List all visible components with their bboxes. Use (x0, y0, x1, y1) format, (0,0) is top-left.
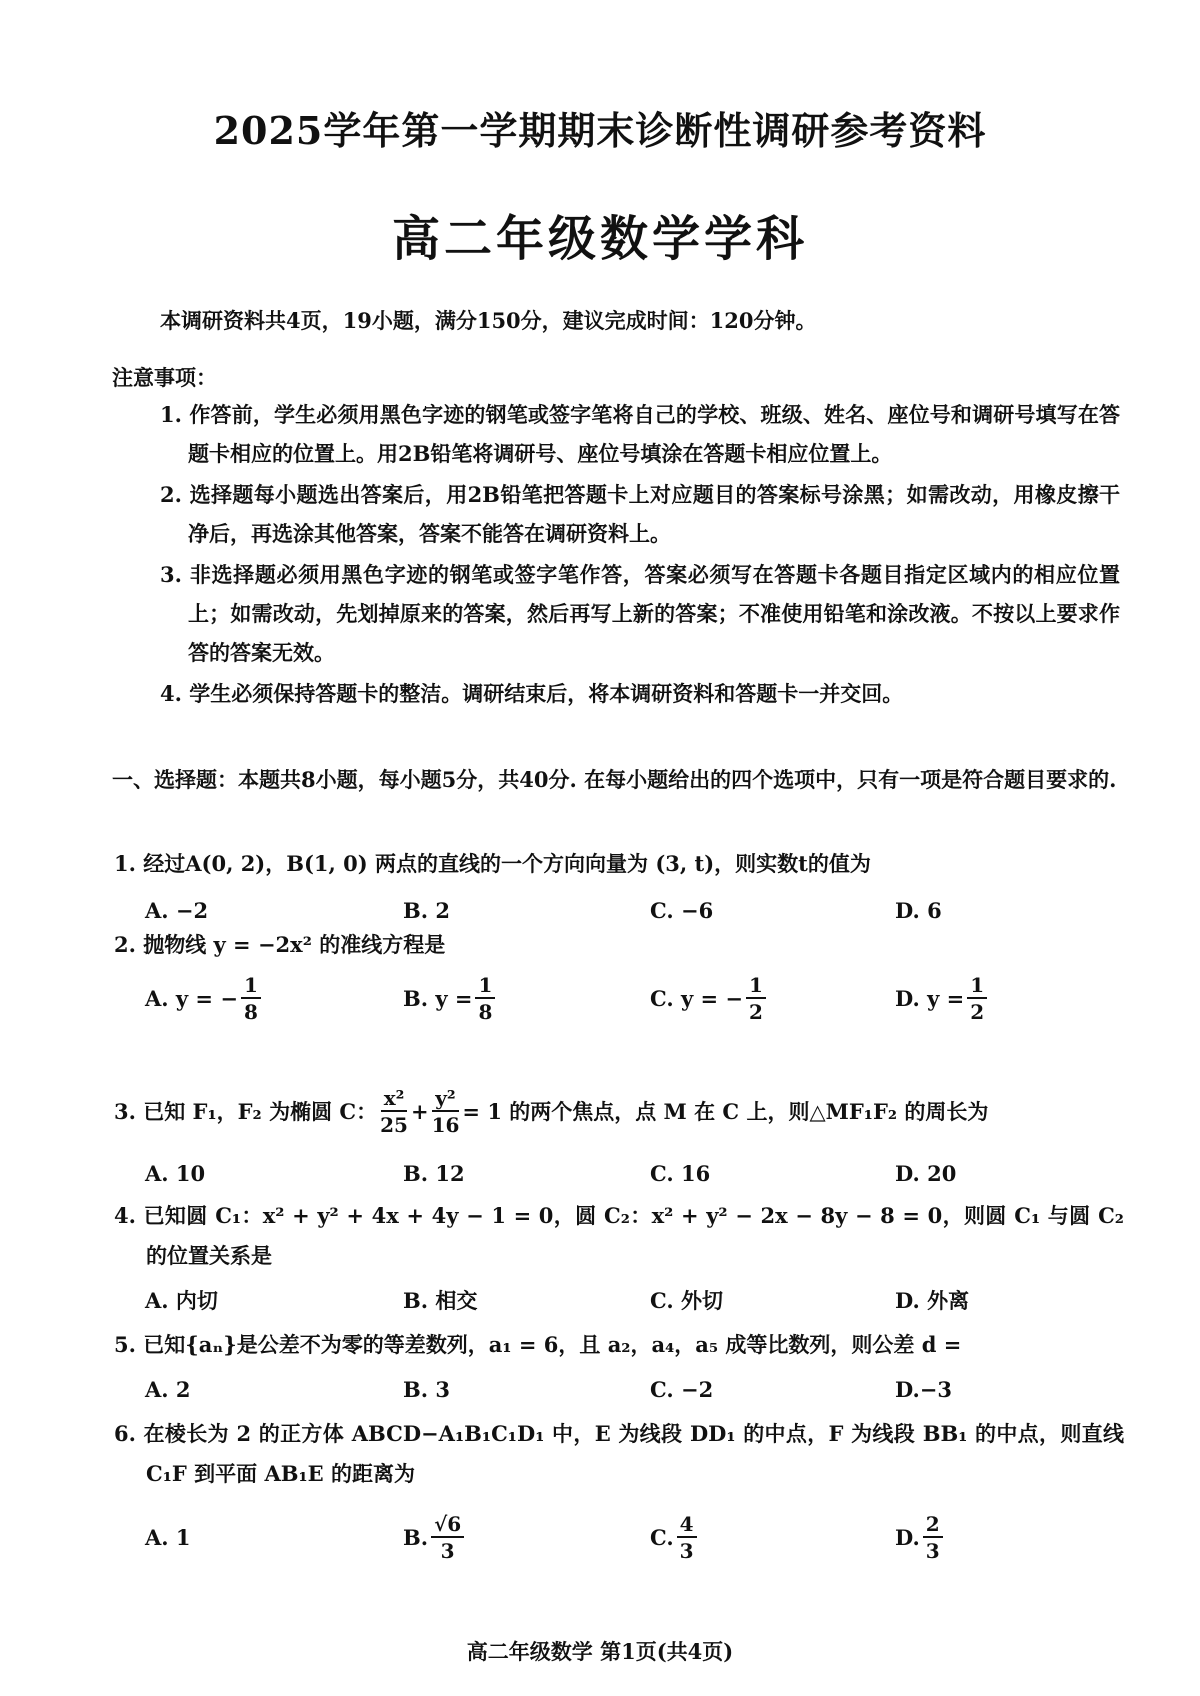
option-prefix: B. y = (403, 985, 473, 1011)
numerator: 1 (241, 975, 261, 999)
question-4-stem (114, 1196, 1124, 1276)
option-c (650, 973, 769, 1023)
option-c: C. −6 (650, 897, 714, 923)
question-6-options (145, 1512, 1125, 1562)
denominator: 2 (748, 999, 763, 1024)
stem-text: 3. 已知 F₁，F₂ 为椭圆 C： (114, 1098, 378, 1124)
option-a: A. 10 (145, 1160, 206, 1186)
option-prefix: D. (895, 1524, 920, 1550)
option-c: C. 外切 (650, 1288, 723, 1313)
fraction (677, 1511, 697, 1563)
option-prefix: A. y = − (145, 985, 238, 1011)
option-c (650, 1512, 700, 1562)
option-b (403, 973, 498, 1023)
fraction (431, 1511, 464, 1563)
fraction (380, 1088, 408, 1135)
option-c: C. 16 (650, 1160, 711, 1186)
denominator: 16 (431, 1113, 460, 1137)
stem-text: 6. 在棱长为 2 的正方体 ABCD−A₁B₁C₁D₁ 中，E 为线段 DD₁ 的中点，F 为线段 BB₁ 的中点，则直线 C₁F 到平面 AB₁E 的距离为 (114, 1421, 1124, 1486)
fraction (241, 972, 261, 1024)
question-5-stem: 5. 已知{aₙ}是公差不为零的等差数列，a₁ = 6，且 a₂，a₄，a₅ 成等比数列，则公差 d = (114, 1332, 962, 1357)
option-d (895, 973, 990, 1023)
denominator: 25 (380, 1113, 408, 1137)
stem-text: = 1 的两个焦点，点 M 在 C 上，则△MF₁F₂ 的周长为 (462, 1098, 989, 1124)
numerator: √6 (431, 1514, 464, 1538)
fraction (746, 972, 766, 1024)
option-prefix: D. y = (895, 985, 965, 1011)
notice-list (160, 395, 1120, 715)
option-a: A. 内切 (145, 1288, 218, 1313)
numerator: y² (432, 1088, 458, 1112)
notice-item: 4. 学生必须保持答题卡的整洁。调研结束后，将本调研资料和答题卡一并交回。 (160, 681, 904, 706)
option-b: B. 2 (403, 897, 450, 923)
option-d: D.−3 (895, 1376, 952, 1402)
question-4-options (145, 1275, 1125, 1325)
numerator: x² (381, 1088, 408, 1112)
option-d: D. 6 (895, 897, 942, 923)
question-2-stem: 2. 抛物线 y = −2x² 的准线方程是 (114, 932, 446, 957)
subject-title: 高二年级数学学科 (391, 211, 808, 267)
option-b: B. 3 (403, 1376, 450, 1402)
question-5-options (145, 1364, 1125, 1414)
question-1-stem: 1. 经过A(0, 2)，B(1, 0) 两点的直线的一个方向向量为 (3, t)，则实数t的值为 (114, 851, 871, 876)
option-d (895, 1512, 946, 1562)
option-b: B. 相交 (403, 1288, 478, 1313)
option-a (145, 973, 264, 1023)
option-c: C. −2 (650, 1376, 714, 1402)
fraction (475, 972, 495, 1024)
option-prefix: C. y = − (650, 985, 743, 1011)
notice-item: 2. 选择题每小题选出答案后，用2B铅笔把答题卡上对应题目的答案标号涂黑；如需改动，用橡皮擦干净后，再选涂其他答案，答案不能答在调研资料上。 (160, 482, 1120, 546)
fraction (967, 972, 987, 1024)
denominator: 3 (679, 1538, 694, 1563)
option-a: A. 2 (145, 1376, 191, 1402)
numerator: 2 (923, 1514, 943, 1538)
denominator: 3 (440, 1538, 455, 1563)
numerator: 1 (746, 975, 766, 999)
exam-intro: 本调研资料共4页，19小题，满分150分，建议完成时间：120分钟。 (160, 308, 817, 333)
option-d: D. 20 (895, 1160, 957, 1186)
question-2-options (145, 973, 1125, 1023)
option-b (403, 1512, 467, 1562)
stem-text: 4. 已知圆 C₁：x² + y² + 4x + 4y − 1 = 0，圆 C₂：x² + y² − 2x − 8y − 8 = 0，则圆 C₁ 与圆 C₂ 的位置关系是 (114, 1203, 1124, 1268)
option-b: B. 12 (403, 1160, 465, 1186)
option-prefix: C. (650, 1524, 674, 1550)
numerator: 1 (475, 975, 495, 999)
denominator: 8 (243, 999, 258, 1024)
denominator: 8 (478, 999, 493, 1024)
question-3-stem (114, 1088, 1124, 1135)
fraction (923, 1511, 943, 1563)
section-heading: 一、选择题：本题共8小题，每小题5分，共40分. 在每小题给出的四个选项中，只有一项是符合题目要求的. (112, 767, 1117, 792)
question-6-stem (114, 1414, 1124, 1494)
notice-item: 3. 非选择题必须用黑色字迹的钢笔或签字笔作答，答案必须写在答题卡各题目指定区域内的相应位置上；如需改动，先划掉原来的答案，然后再写上新的答案；不准使用铅笔和涂改液。不按以上要求作答的答案无效。 (160, 562, 1120, 665)
plus-sign: + (410, 1098, 429, 1124)
page-footer: 高二年级数学 第1页(共4页) (466, 1639, 734, 1664)
numerator: 4 (677, 1514, 697, 1538)
notice-heading: 注意事项： (112, 365, 217, 390)
fraction (432, 1088, 460, 1135)
numerator: 1 (967, 975, 987, 999)
option-d: D. 外离 (895, 1288, 970, 1313)
question-3-options (145, 1148, 1125, 1198)
denominator: 3 (925, 1538, 940, 1563)
denominator: 2 (970, 999, 985, 1024)
document-title: 2025学年第一学期期末诊断性调研参考资料 (213, 108, 987, 153)
notice-item: 1. 作答前，学生必须用黑色字迹的钢笔或签字笔将自己的学校、班级、姓名、座位号和调研号填写在答题卡相应的位置上。用2B铅笔将调研号、座位号填涂在答题卡相应位置上。 (160, 402, 1120, 466)
option-a: A. −2 (145, 897, 209, 923)
option-a: A. 1 (145, 1524, 191, 1550)
option-prefix: B. (403, 1524, 429, 1550)
